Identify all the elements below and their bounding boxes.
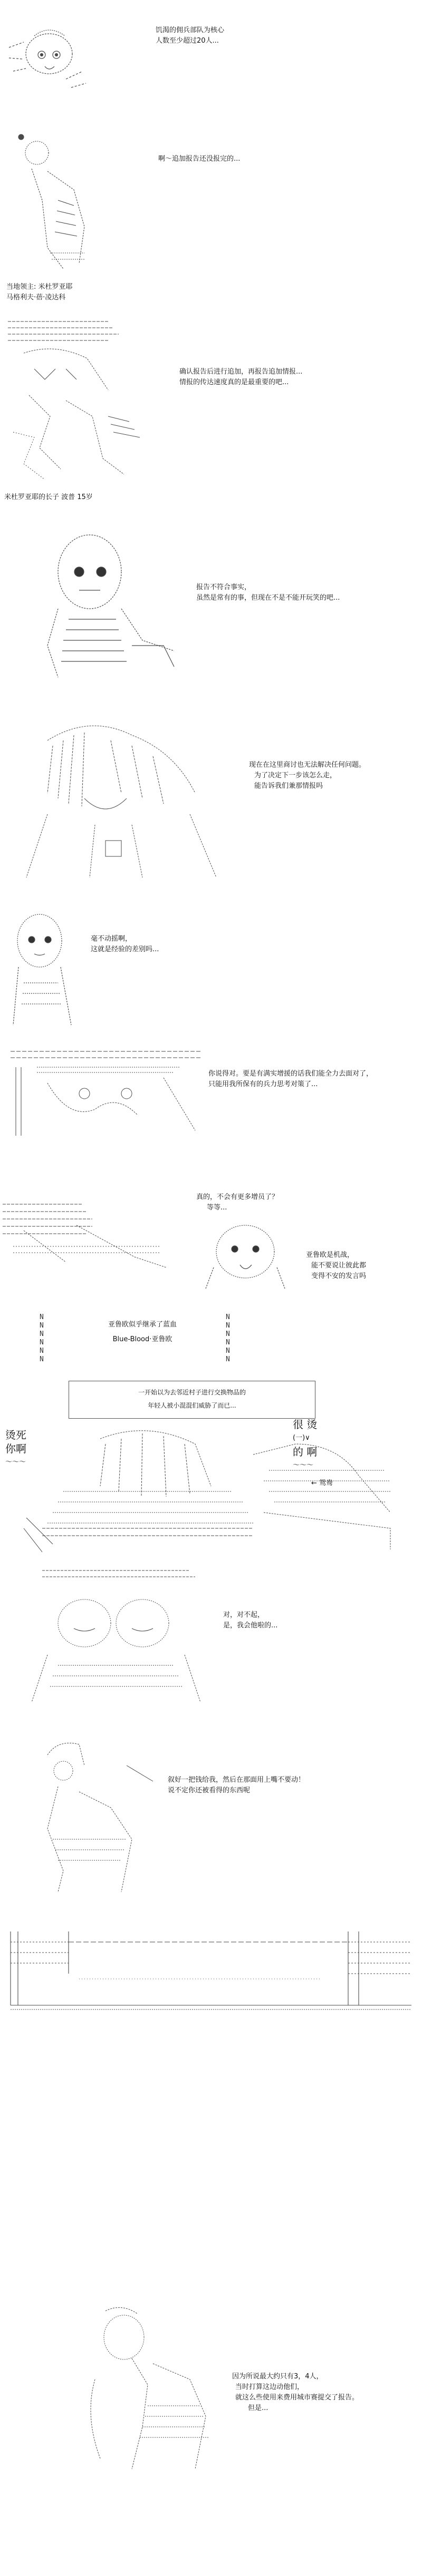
panel-12-right-text: 很 烫 (一)∨ 的 啊 ～～～ xyxy=(293,1418,318,1469)
panel-13-line-2: 是，我会他啦的... xyxy=(223,1622,278,1629)
panel-9-text xyxy=(306,1250,366,1282)
panel-6-text xyxy=(91,934,159,955)
panel-7-art xyxy=(5,1046,206,1141)
panel-9-art xyxy=(203,1215,287,1294)
panel-8-line-2: 等等... xyxy=(207,1204,227,1212)
panel-5-art xyxy=(16,719,237,883)
panel-12-art xyxy=(21,1423,401,1555)
panel-11-box xyxy=(69,1381,315,1419)
panel-16-line-2: 当时打算这边动他们， xyxy=(235,2383,304,2391)
panel-12-left-text: 烫死 你啊 ～～～ xyxy=(5,1429,26,1466)
panel-6-line-2: 这就是经验的差别吗... xyxy=(91,945,159,953)
panel-1-art xyxy=(3,21,87,95)
panel-7-line-2: 只能用我所保有的兵力思考对策了... xyxy=(208,1080,318,1088)
panel-2-art xyxy=(5,121,111,279)
panel-8-art xyxy=(3,1194,177,1273)
panel-5-line-1: 现在在这里商讨也无法解决任何问题。 xyxy=(249,761,366,769)
panel-16-line-3: 就这么些使用来费用城市赛提交了报告。 xyxy=(235,2394,359,2402)
panel-4-line-2: 虽然是常有的事，但现在不是不能开玩笑的吧... xyxy=(196,594,340,602)
panel-8-text xyxy=(196,1192,279,1213)
panel-10-line-1: 亚鲁欧似乎继承了蓝血 xyxy=(108,1321,177,1329)
panel-12-note-label: ← 鸳鸯 xyxy=(311,1479,333,1487)
panel-5-line-3: 能告诉我们兼那情报吗 xyxy=(254,782,323,790)
panel-1-line-2: 人数至少超过20人... xyxy=(156,37,219,45)
panel-3-line-1: 确认报告后进行追加，再报告追加情报... xyxy=(179,368,303,376)
panel-3-line-2: 情报的传达速度真的是最重要的吧... xyxy=(179,378,289,386)
panel-2-line-1: 啊～追加报告还没报完的... xyxy=(158,155,241,163)
caption-son: 米杜罗亚耶的长子 波普 15岁 xyxy=(4,493,93,501)
panel-4-line-1: 报告不符合事实， xyxy=(196,583,252,591)
panel-12-note xyxy=(311,1478,333,1489)
panel-7-text xyxy=(208,1069,373,1090)
panel-14-art xyxy=(26,1734,164,1902)
panel-5-text xyxy=(249,760,366,792)
panel-16-line-4: 但是... xyxy=(248,2404,268,2412)
panel-2-caption xyxy=(6,282,73,303)
panel-15-scene xyxy=(5,1926,417,2016)
panel-3-caption xyxy=(4,492,93,503)
panel-6-line-1: 毫不动摇啊， xyxy=(91,935,132,943)
panel-1-text xyxy=(156,25,224,46)
panel-10-left-bar: N N N N N N xyxy=(40,1313,44,1363)
panel-13-line-1: 对，对不起， xyxy=(223,1611,265,1619)
panel-4-text xyxy=(196,582,340,603)
panel-16-art xyxy=(74,2300,232,2480)
panel-10-right-bar: N N N N N N xyxy=(226,1313,230,1363)
panel-9-line-2: 能不要说让彼此都 xyxy=(311,1262,367,1270)
panel-8-line-1: 真的，不会有更多增员了？ xyxy=(196,1193,279,1201)
panel-9-line-3: 变得不安的发言吗 xyxy=(311,1272,367,1280)
panel-13-art xyxy=(21,1560,211,1707)
panel-11-line-1: 一开始以为去邻近村子进行交换物品的 xyxy=(138,1389,246,1396)
panel-14-text xyxy=(168,1775,305,1796)
caption-lord-line-2: 马格利夫·蓓·凌达科 xyxy=(6,294,66,301)
panel-7-line-1: 你说得对。要是有满实增援的话我们能全力去面对了， xyxy=(208,1070,373,1078)
panel-13-text xyxy=(223,1610,277,1631)
panel-3-text xyxy=(179,367,302,388)
panel-6-art xyxy=(8,904,87,1030)
panel-5-line-2: 为了决定下一步该怎么走， xyxy=(254,772,337,779)
panel-9-line-1: 亚鲁欧是机战， xyxy=(306,1251,354,1259)
panel-10-text xyxy=(74,1320,211,1345)
panel-4-art xyxy=(37,524,195,682)
panel-14-line-1: 叙好一把钱给我，然后在那面用上嘴不要动！ xyxy=(168,1776,305,1784)
panel-10-line-2: Blue-Blood·亚鲁欧 xyxy=(112,1335,172,1343)
panel-11-line-2: 年轻人被小混混们威胁了而已... xyxy=(148,1402,236,1409)
panel-2-text xyxy=(158,154,240,164)
panel-1-line-1: 饥渴的佣兵部队为核心 xyxy=(156,26,225,34)
panel-14-line-2: 说不定你还被看得的东西呢 xyxy=(168,1787,251,1794)
panel-16-text xyxy=(232,2372,359,2414)
caption-lord-line-1: 当地领主: 米杜罗亚耶 xyxy=(6,283,73,291)
panel-3-art xyxy=(3,311,177,485)
panel-16-line-1: 因为所说最大约只有3，4人， xyxy=(232,2373,323,2380)
